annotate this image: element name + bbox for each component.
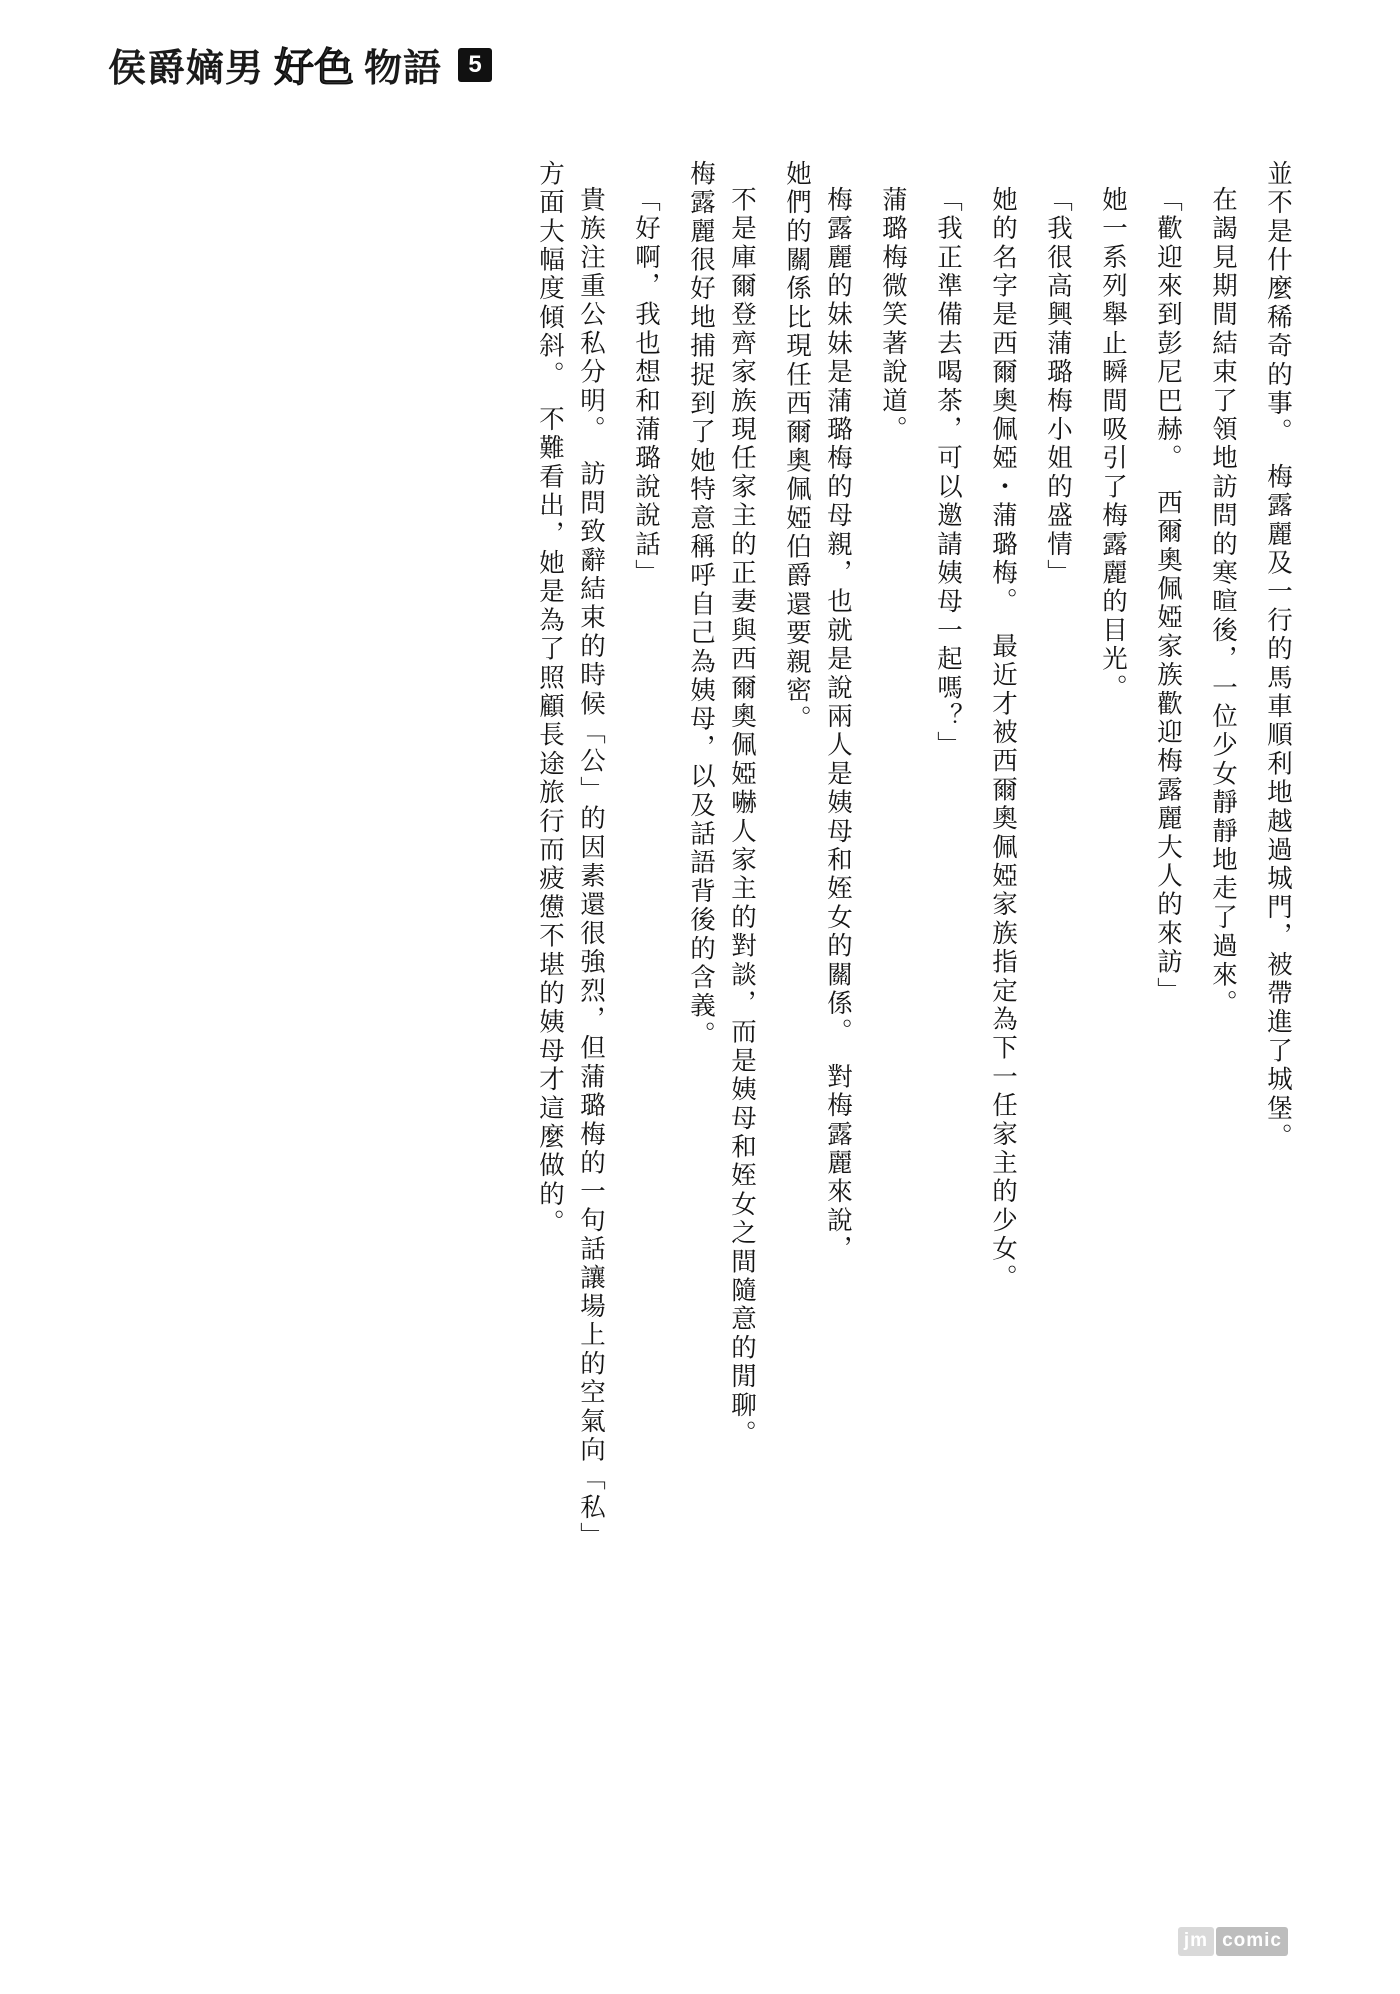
title-main: 侯爵嫡男 (108, 45, 265, 90)
text-column: 「好啊，我也想和蒲璐說說話」 (631, 186, 661, 588)
watermark (1178, 1927, 1288, 1956)
title-accent: 好色 (274, 44, 355, 91)
text-column: 並不是什麼稀奇的事。 梅露麗及一行的馬車順利地越過城門，被帶進了城堡。 (1263, 160, 1293, 1152)
page-header (108, 36, 492, 93)
title-tail: 物語 (364, 45, 443, 90)
text-column: 梅露麗的妹妹是蒲璐梅的母親，也就是說兩人是姨母和姪女的關係。 對梅露麗來說， (823, 186, 853, 1264)
watermark-part-1: jm (1178, 1927, 1214, 1956)
text-column: 不是庫爾登齊家族現任家主的正妻與西爾奧佩婭嚇人家主的對談，而是姨母和姪女之間隨意的閒聊。 (727, 186, 757, 1449)
text-column: 「歡迎來到彭尼巴赫。 西爾奧佩婭家族歡迎梅露麗大人的來訪」 (1153, 186, 1183, 1006)
text-column: 在謁見期間結束了領地訪問的寒暄後，一位少女靜靜地走了過來。 (1208, 186, 1238, 1019)
volume-badge: 5 (458, 48, 492, 82)
text-column: 她一系列舉止瞬間吸引了梅露麗的目光。 (1098, 186, 1128, 703)
vertical-text-body (110, 160, 1293, 1720)
text-column: 「我正準備去喝茶，可以邀請姨母一起嗎？」 (933, 186, 963, 760)
text-column: 貴族注重公私分明。 訪問致辭結束的時候「公」的因素還很強烈，但蒲璐梅的一句話讓場上的空氣向「私」 (576, 186, 606, 1551)
text-column: 蒲璐梅微笑著說道。 (878, 186, 908, 445)
text-column: 她的名字是西爾奧佩婭・蒲璐梅。 最近才被西爾奧佩婭家族指定為下一任家主的少女。 (988, 186, 1018, 1293)
text-column: 她們的關係比現任西爾奧佩婭伯爵還要親密。 (782, 160, 812, 734)
watermark-part-2: comic (1216, 1927, 1288, 1956)
text-column: 「我很高興蒲璐梅小姐的盛情」 (1043, 186, 1073, 588)
text-column: 梅露麗很好地捕捉到了她特意稱呼自己為姨母，以及話語背後的含義。 (686, 160, 716, 1050)
text-column: 方面大幅度傾斜。 不難看出，她是為了照顧長途旅行而疲憊不堪的姨母才這麼做的。 (535, 160, 565, 1238)
